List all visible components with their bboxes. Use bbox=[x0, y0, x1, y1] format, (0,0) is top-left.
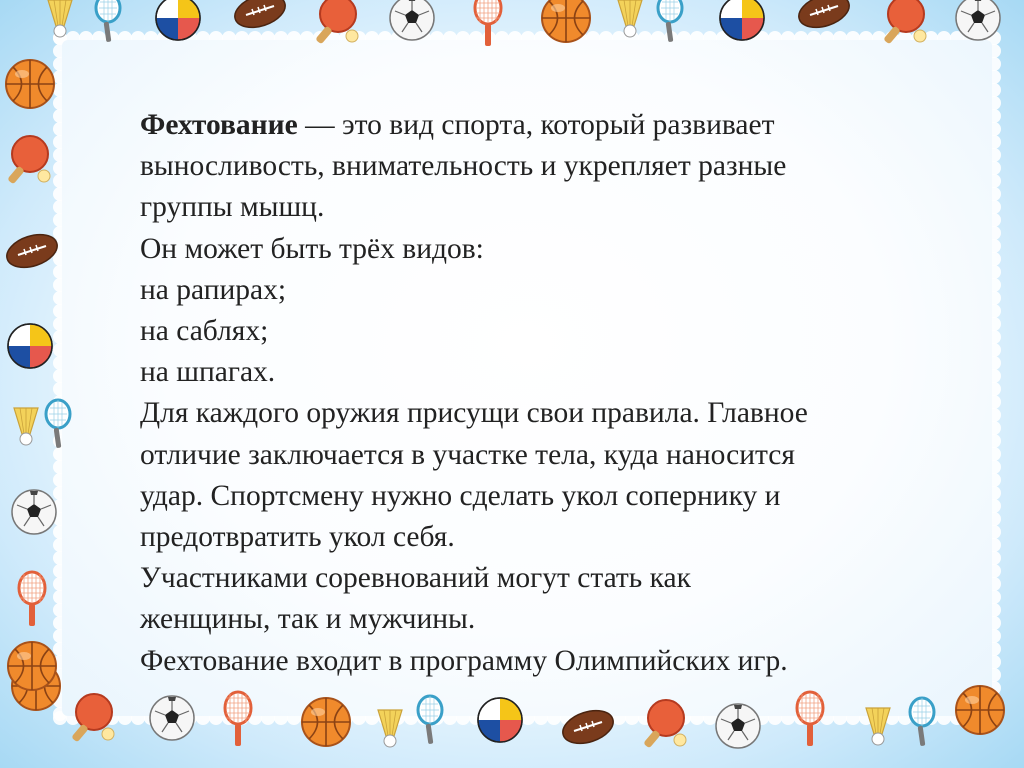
volleyball-icon bbox=[154, 0, 202, 42]
text-line-12: Участниками соревнований могут стать как bbox=[140, 562, 691, 595]
badminton-racket-decoration bbox=[86, 0, 126, 49]
badminton-racket-icon bbox=[36, 398, 76, 450]
american-football-icon bbox=[560, 708, 616, 746]
term-fencing: Фехтование bbox=[140, 109, 298, 141]
definition-text: — это вид спорта, который развивает bbox=[297, 109, 775, 141]
text-line-2: выносливость, внимательность и укрепляет разные bbox=[140, 150, 787, 183]
soccer-ball-icon bbox=[388, 0, 436, 42]
text-line-1 bbox=[140, 105, 930, 146]
tennis-racket-icon bbox=[468, 0, 508, 48]
basketball-decoration bbox=[4, 58, 56, 115]
volleyball-decoration bbox=[154, 0, 202, 47]
ping-pong-paddle-decoration bbox=[880, 0, 930, 51]
ping-pong-paddle-decoration bbox=[640, 696, 690, 755]
basketball-decoration bbox=[954, 684, 1006, 741]
ping-pong-paddle-icon bbox=[640, 696, 690, 750]
basketball-decoration bbox=[6, 640, 58, 697]
shuttlecock-icon bbox=[612, 0, 648, 40]
badminton-racket-decoration bbox=[36, 398, 76, 455]
soccer-ball-icon bbox=[954, 0, 1002, 42]
soccer-ball-decoration bbox=[148, 694, 196, 747]
volleyball-decoration bbox=[6, 322, 54, 375]
basketball-decoration bbox=[300, 696, 352, 753]
tennis-racket-icon bbox=[218, 690, 258, 748]
ping-pong-paddle-icon bbox=[4, 132, 54, 186]
tennis-racket-decoration bbox=[790, 690, 830, 753]
american-football-icon bbox=[796, 0, 852, 30]
basketball-icon bbox=[4, 58, 56, 110]
american-football-icon bbox=[4, 232, 60, 270]
badminton-racket-icon bbox=[900, 696, 940, 748]
american-football-decoration bbox=[4, 232, 60, 275]
ping-pong-paddle-decoration bbox=[4, 132, 54, 191]
basketball-icon bbox=[6, 640, 58, 692]
american-football-decoration bbox=[232, 0, 288, 35]
text-line-3: группы мышц. bbox=[140, 191, 325, 224]
tennis-racket-icon bbox=[790, 690, 830, 748]
volleyball-icon bbox=[476, 696, 524, 744]
text-line-5: на рапирах; bbox=[140, 273, 287, 306]
soccer-ball-decoration bbox=[714, 702, 762, 755]
soccer-ball-icon bbox=[10, 488, 58, 536]
shuttlecock-icon bbox=[42, 0, 78, 40]
soccer-ball-decoration bbox=[10, 488, 58, 541]
ping-pong-paddle-decoration bbox=[312, 0, 362, 51]
volleyball-icon bbox=[6, 322, 54, 370]
shuttlecock-decoration bbox=[860, 704, 896, 753]
badminton-racket-icon bbox=[648, 0, 688, 44]
soccer-ball-decoration bbox=[388, 0, 436, 47]
tennis-racket-decoration bbox=[218, 690, 258, 753]
badminton-racket-icon bbox=[86, 0, 126, 44]
text-line-9: отличие заключается в участке тела, куда наносится bbox=[140, 438, 795, 471]
badminton-racket-decoration bbox=[408, 694, 448, 751]
badminton-racket-decoration bbox=[900, 696, 940, 753]
slide-text-body bbox=[140, 105, 930, 682]
text-line-10: удар. Спортсмену нужно сделать укол сопернику и bbox=[140, 479, 781, 512]
basketball-icon bbox=[540, 0, 592, 44]
ping-pong-paddle-icon bbox=[880, 0, 930, 46]
badminton-racket-decoration bbox=[648, 0, 688, 49]
basketball-icon bbox=[954, 684, 1006, 736]
shuttlecock-decoration bbox=[372, 706, 408, 755]
soccer-ball-icon bbox=[148, 694, 196, 742]
tennis-racket-decoration bbox=[468, 0, 508, 53]
american-football-decoration bbox=[560, 708, 616, 751]
basketball-decoration bbox=[540, 0, 592, 49]
shuttlecock-decoration bbox=[612, 0, 648, 45]
shuttlecock-icon bbox=[372, 706, 408, 750]
tennis-racket-icon bbox=[12, 570, 52, 628]
soccer-ball-decoration bbox=[954, 0, 1002, 47]
volleyball-decoration bbox=[718, 0, 766, 47]
text-line-11: предотвратить укол себя. bbox=[140, 521, 455, 554]
american-football-icon bbox=[232, 0, 288, 30]
ping-pong-paddle-decoration bbox=[68, 690, 118, 749]
ping-pong-paddle-icon bbox=[68, 690, 118, 744]
text-line-7: на шпагах. bbox=[140, 356, 276, 389]
text-line-6: на саблях; bbox=[140, 315, 269, 348]
volleyball-icon bbox=[718, 0, 766, 42]
volleyball-decoration bbox=[476, 696, 524, 749]
badminton-racket-icon bbox=[408, 694, 448, 746]
text-line-13: женщины, так и мужчины. bbox=[140, 603, 476, 636]
ping-pong-paddle-icon bbox=[312, 0, 362, 46]
tennis-racket-decoration bbox=[12, 570, 52, 633]
text-line-4: Он может быть трёх видов: bbox=[140, 232, 484, 265]
shuttlecock-decoration bbox=[42, 0, 78, 45]
text-line-14: Фехтование входит в программу Олимпийских игр. bbox=[140, 644, 788, 677]
basketball-icon bbox=[300, 696, 352, 748]
american-football-decoration bbox=[796, 0, 852, 35]
text-line-8: Для каждого оружия присущи свои правила. Главное bbox=[140, 397, 808, 430]
soccer-ball-icon bbox=[714, 702, 762, 750]
shuttlecock-icon bbox=[860, 704, 896, 748]
